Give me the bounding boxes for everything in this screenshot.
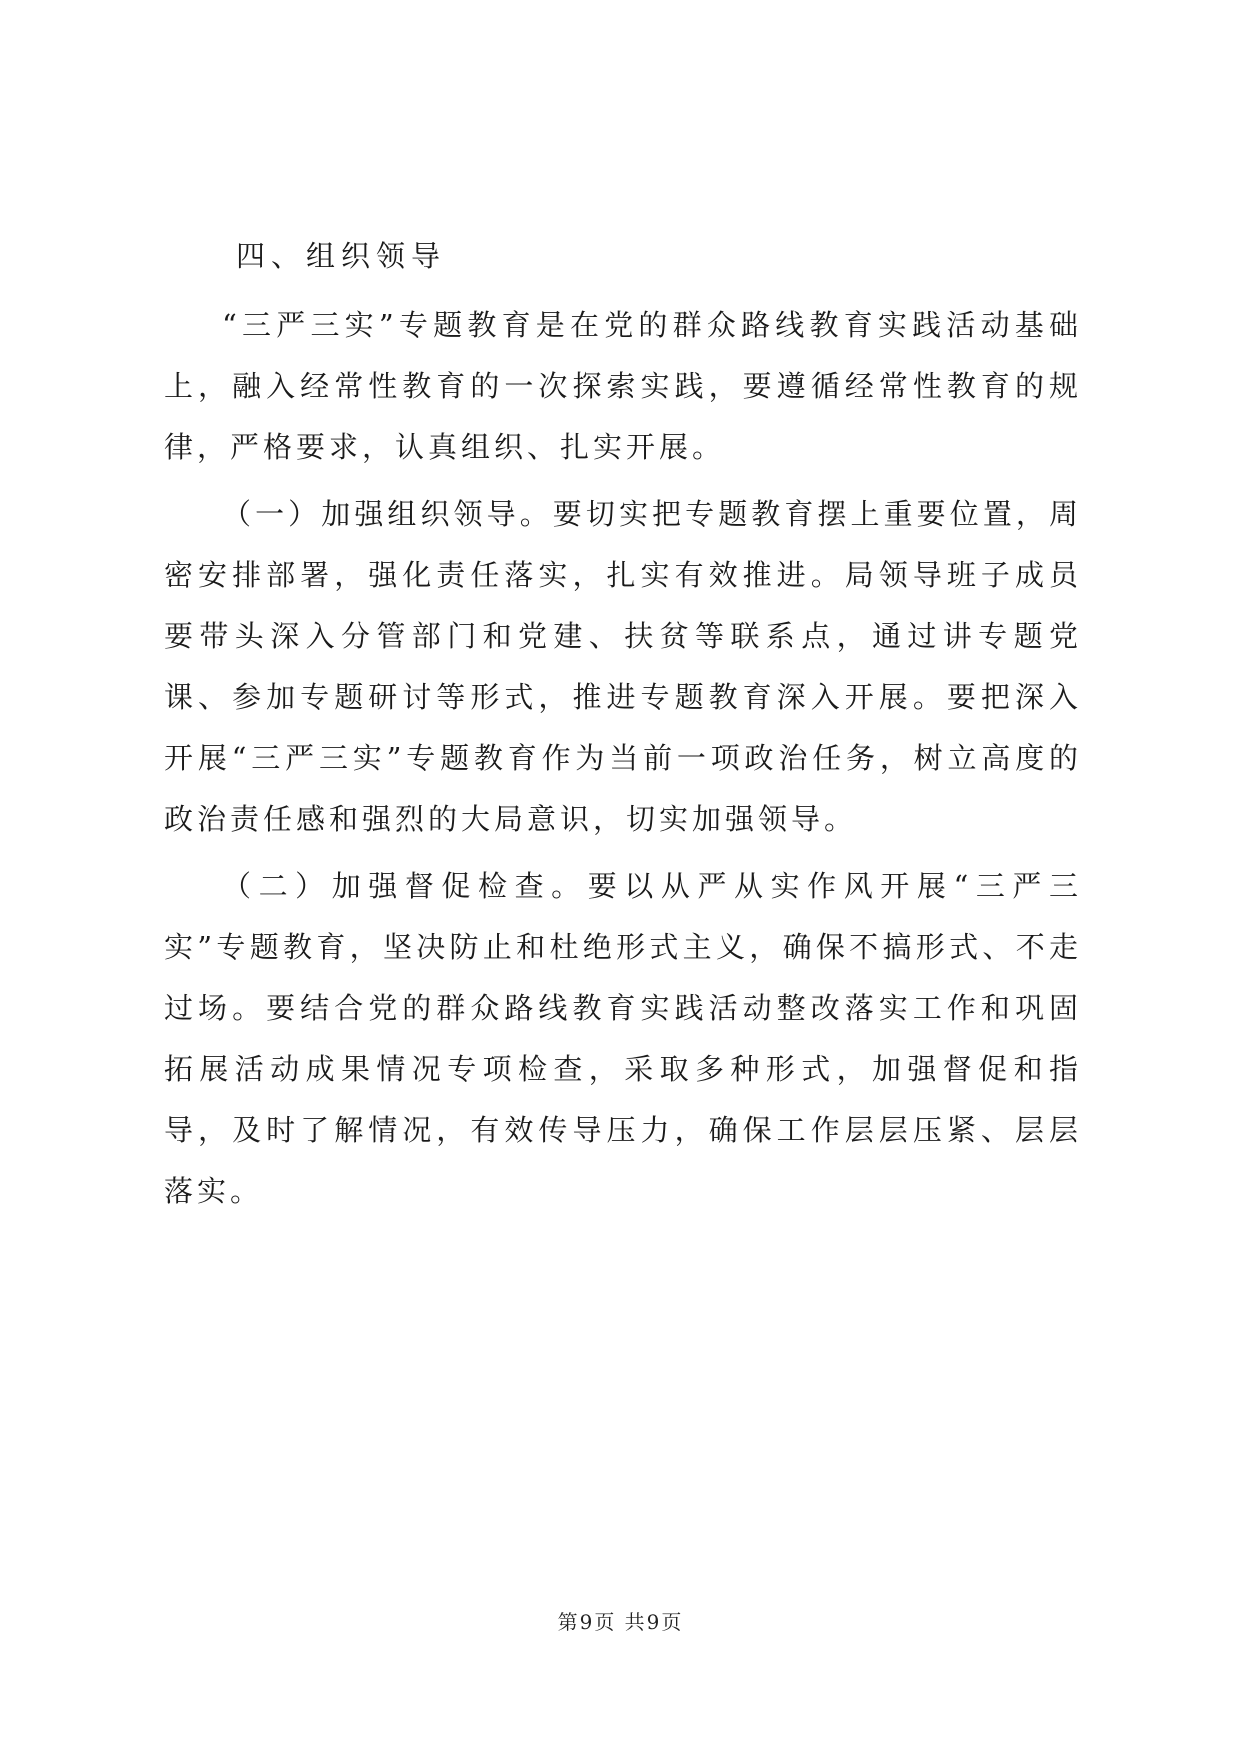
page-number-footer: 第9页 共9页 (557, 1610, 684, 1634)
paragraph-organization-leadership: （一）加强组织领导。要切实把专题教育摆上重要位置，周密安排部署，强化责任落实，扎实有效推进。局领导班子成员要带头深入分管部门和党建、扶贫等联系点，通过讲专题党课、参加专题研讨等形式，推进专题教育深入开展。要把深入开展“三严三实”专题教育作为当前一项政治任务，树立高度的政治责任感和强烈的大局意识，切实加强领导。 (164, 497, 1082, 836)
document-body (164, 226, 1082, 1228)
paragraph-intro: “三严三实”专题教育是在党的群众路线教育实践活动基础上，融入经常性教育的一次探索实践，要遵循经常性教育的规律，严格要求，认真组织、扎实开展。 (164, 308, 1082, 464)
section-heading: 四、组织领导 (236, 239, 447, 273)
paragraph-supervision-inspection: （二）加强督促检查。要以从严从实作风开展“三严三实”专题教育，坚决防止和杜绝形式主义，确保不搞形式、不走过场。要结合党的群众路线教育实践活动整改落实工作和巩固拓展活动成果情况专项检查，采取多种形式，加强督促和指导，及时了解情况，有效传导压力，确保工作层层压紧、层层落实。 (164, 869, 1082, 1208)
